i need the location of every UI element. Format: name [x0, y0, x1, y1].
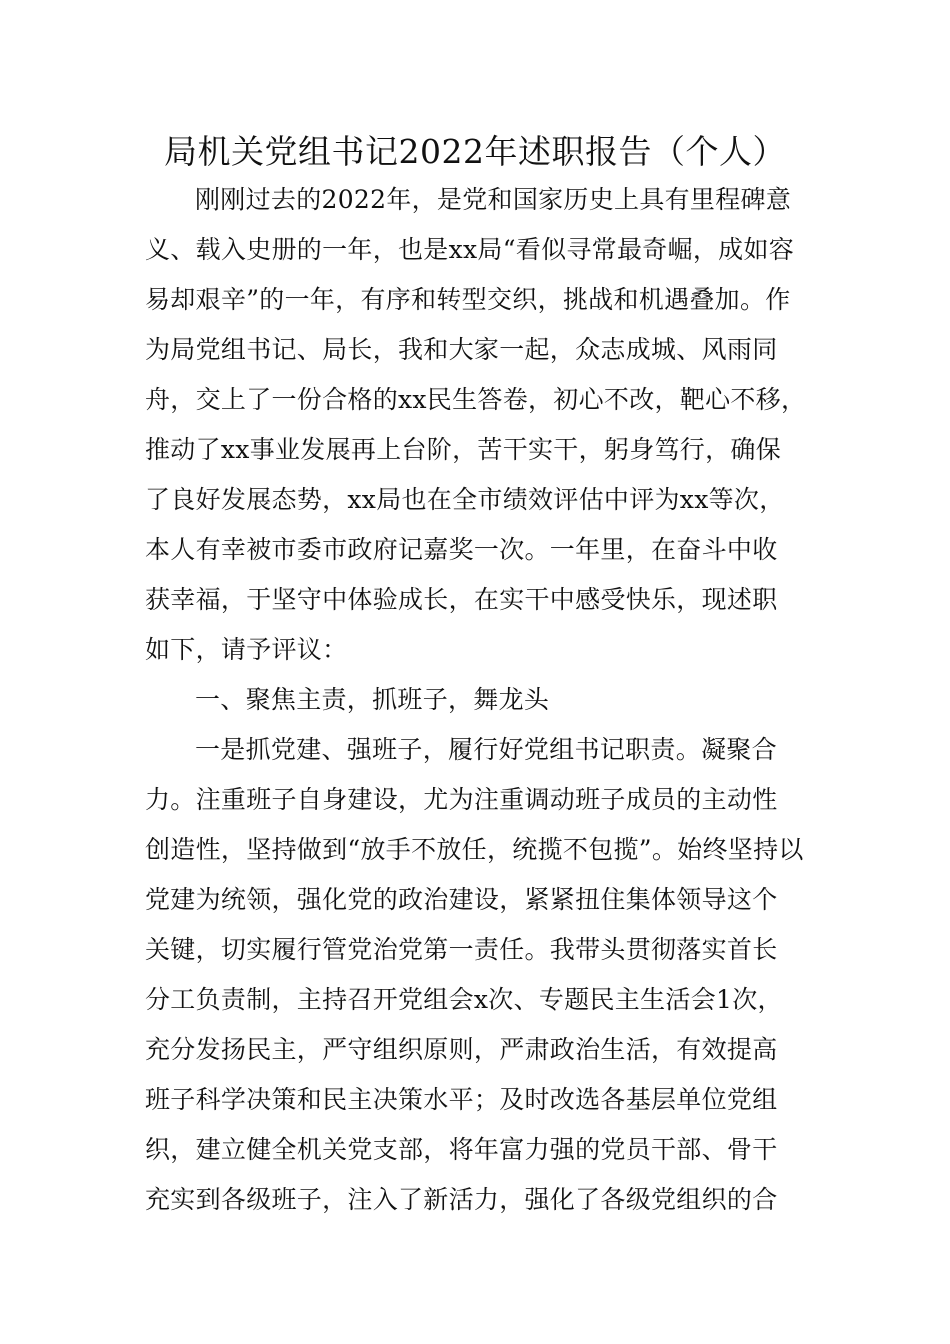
paragraph-line: 班子科学决策和民主决策水平；及时改选各基层单位党组 — [145, 1085, 778, 1114]
paragraph-line: 推动了xx事业发展再上台阶，苦干实干，躬身笃行，确保 — [145, 435, 782, 464]
paragraph-line: 获幸福，于坚守中体验成长，在实干中感受快乐，现述职 — [145, 585, 778, 614]
document-title: 局机关党组书记2022年述职报告（个人） — [164, 132, 786, 171]
paragraph-line: 充实到各级班子，注入了新活力，强化了各级党组织的合 — [145, 1185, 778, 1214]
paragraph-line: 本人有幸被市委市政府记嘉奖一次。一年里，在奋斗中收 — [145, 535, 778, 564]
paragraph-line: 创造性，坚持做到“放手不放任，统揽不包揽”。始终坚持以 — [145, 835, 804, 864]
paragraph-line: 充分发扬民主，严守组织原则，严肃政治生活，有效提高 — [145, 1035, 778, 1064]
paragraph-line: 为局党组书记、局长，我和大家一起，众志成城、风雨同 — [145, 335, 778, 364]
paragraph-line: 分工负责制，主持召开党组会x次、专题民主生活会1次， — [145, 985, 783, 1014]
paragraph-line: 易却艰辛”的一年，有序和转型交织，挑战和机遇叠加。作 — [145, 285, 791, 314]
paragraph-line: 如下，请予评议： — [145, 635, 348, 664]
paragraph-line: 力。注重班子自身建设，尤为注重调动班子成员的主动性 — [145, 785, 778, 814]
paragraph-line: 一是抓党建、强班子，履行好党组书记职责。凝聚合 — [195, 735, 777, 764]
paragraph-line: 了良好发展态势，xx局也在全市绩效评估中评为xx等次， — [145, 485, 785, 514]
paragraph-line: 党建为统领，强化党的政治建设，紧紧扭住集体领导这个 — [145, 885, 778, 914]
paragraph-line: 义、载入史册的一年，也是xx局“看似寻常最奇崛，成如容 — [145, 235, 795, 264]
section-heading: 一、聚焦主责，抓班子，舞龙头 — [195, 685, 550, 714]
paragraph-line: 刚刚过去的2022年，是党和国家历史上具有里程碑意 — [195, 185, 792, 214]
paragraph-line: 关键，切实履行管党治党第一责任。我带头贯彻落实首长 — [145, 935, 778, 964]
paragraph-line: 织，建立健全机关党支部，将年富力强的党员干部、骨干 — [145, 1135, 778, 1164]
paragraph-line: 舟，交上了一份合格的xx民生答卷，初心不改，靶心不移， — [145, 385, 807, 414]
